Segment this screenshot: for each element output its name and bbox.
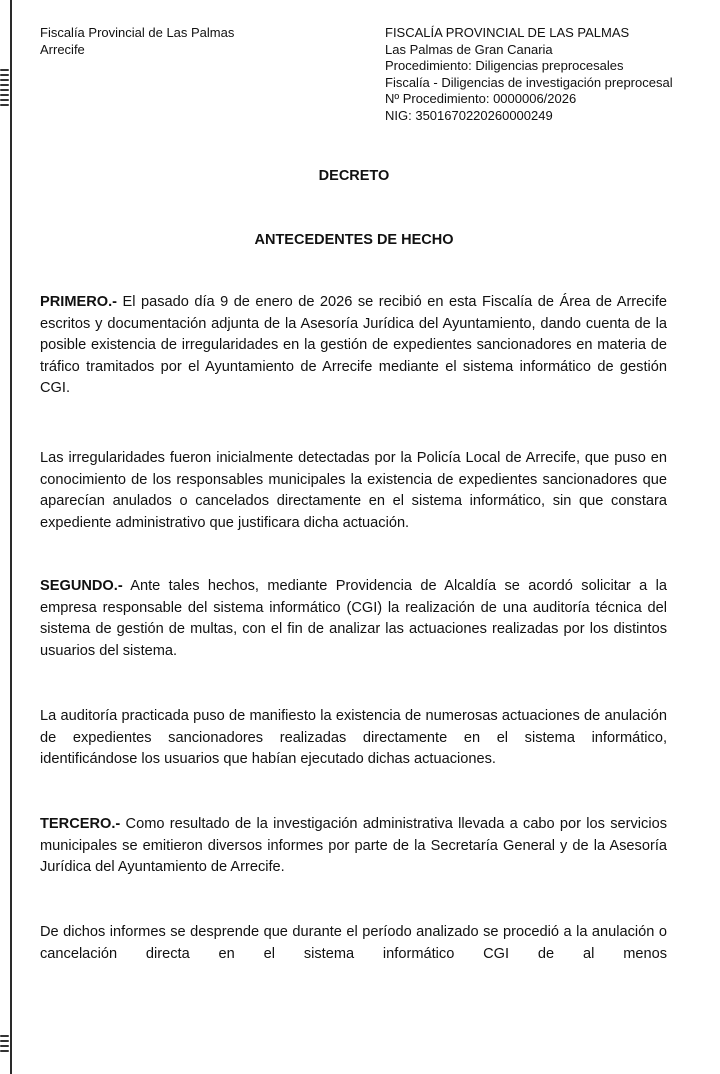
section-title: ANTECEDENTES DE HECHO [254,232,454,248]
paragraph-text: Las irregularidades fueron inicialmente detectadas por la Policía Local de Arrecife, que puso en conocimiento de los responsables municipales la existencia de expedientes sancionadores que aparecían anulados o cancelados directamente en el sistema informático, sin que constara expediente administrativo que justificara dicha actuación. [40,450,667,531]
paragraph-label: TERCERO.- [40,816,121,832]
paragraph-text: El pasado día 9 de enero de 2026 se recibió en esta Fiscalía de Área de Arrecife escritos y documentación adjunta de la Asesoría Jurídica del Ayuntamiento, dando cuenta de la posible existencia de irregularidades en la gestión de expedientes sancionadores en materia de tráfico tramitados por el Ayuntamiento de Arrecife mediante el sistema informático de gestión CGI. [40,294,667,397]
paragraph-irregularidades [40,448,667,534]
header-left [40,25,234,58]
paragraph-text: La auditoría practicada puso de manifiesto la existencia de numerosas actuaciones de anulación de expedientes sancionadores realizadas directamente en el sistema informático, identificándose los usuarios que habían ejecutado dichas actuaciones. [40,708,667,768]
document-title: DECRETO [318,168,390,184]
left-margin-line [10,0,12,1074]
header-right-line: Nº Procedimiento: 0000006/2026 [385,91,577,106]
header-right-line: FISCALÍA PROVINCIAL DE LAS PALMAS [385,25,630,40]
header-left-line: Fiscalía Provincial de Las Palmas [40,25,235,40]
paragraph-text: De dichos informes se desprende que durante el período analizado se procedió a la anulación o cancelación directa en el sistema informático CGI de al menos [40,924,667,962]
paragraph-text: Ante tales hechos, mediante Providencia de Alcaldía se acordó solicitar a la empresa responsable del sistema informático (CGI) la realización de una auditoría técnica del sistema de gestión de multas, con el fin de analizar las actuaciones realizadas por los distintos usuarios del sistema. [40,578,667,659]
paragraph-auditoria [40,706,667,771]
paragraph-segundo [40,576,667,662]
binding-mark-bottom [0,1032,9,1055]
header-right-line: NIG: 3501670220260000249 [385,107,553,123]
paragraph-label: SEGUNDO.- [40,578,123,594]
header-right-line: Las Palmas de Gran Canaria [385,41,553,57]
paragraph-text: Como resultado de la investigación administrativa llevada a cabo por los servicios municipales se emitieron diversos informes por parte de la Secretaría General y de la Asesoría Jurídica del Ayuntamiento de Arrecife. [40,816,667,876]
header-right-line: Procedimiento: Diligencias preprocesales [385,58,624,73]
header-left-line: Arrecife [40,41,85,57]
header-right-line: Fiscalía - Diligencias de investigación preprocesal [385,74,673,90]
paragraph-primero [40,292,667,400]
header-right [385,25,673,124]
paragraph-label: PRIMERO.- [40,294,118,310]
paragraph-informes [40,922,667,965]
paragraph-tercero [40,814,667,879]
binding-mark-top [0,66,9,109]
